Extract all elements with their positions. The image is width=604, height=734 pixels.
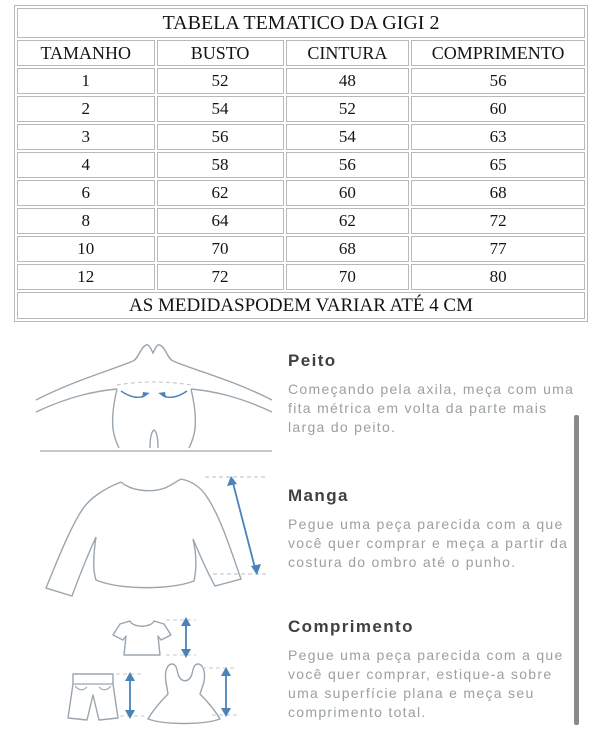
section-title: Manga [288,486,349,505]
column-header-tamanho: TAMANHO [17,40,155,66]
scrollbar-thumb[interactable] [574,415,579,725]
cell-cintura: 48 [286,68,410,94]
cell-cintura: 54 [286,124,410,150]
cell-cintura: 56 [286,152,410,178]
cell-size: 10 [17,236,155,262]
cell-cintura: 52 [286,96,410,122]
table-row [17,68,585,94]
column-header-comprimento: COMPRIMENTO [411,40,585,66]
cell-cintura: 60 [286,180,410,206]
cell-busto: 52 [157,68,284,94]
table-footnote-row [17,292,585,319]
section-peito [288,351,588,437]
section-title: Peito [288,351,337,370]
table-row [17,96,585,122]
cell-size: 4 [17,152,155,178]
cell-cintura: 62 [286,208,410,234]
table-row [17,208,585,234]
cell-busto: 70 [157,236,284,262]
sleeve-measure-icon [35,468,270,603]
table-row [17,236,585,262]
cell-comprimento: 72 [411,208,585,234]
cell-size: 1 [17,68,155,94]
cell-size: 8 [17,208,155,234]
garment-length-measure-icon [30,602,290,732]
cell-comprimento: 68 [411,180,585,206]
section-description: Pegue uma peça parecida com a que você quer comprar, estique-a sobre uma superfície plana e meça seu comprimento total. [288,647,564,720]
cell-comprimento: 80 [411,264,585,290]
cell-cintura: 70 [286,264,410,290]
section-comprimento [288,617,588,722]
cell-comprimento: 60 [411,96,585,122]
torso-chest-measure-icon [30,336,280,458]
cell-comprimento: 65 [411,152,585,178]
section-description: Começando pela axila, meça com uma fita métrica em volta da parte mais larga do peito. [288,381,575,435]
cell-size: 3 [17,124,155,150]
section-title: Comprimento [288,617,414,636]
column-header-cintura: CINTURA [286,40,410,66]
cell-busto: 72 [157,264,284,290]
table-row [17,180,585,206]
cell-cintura: 68 [286,236,410,262]
cell-size: 6 [17,180,155,206]
cell-size: 12 [17,264,155,290]
table-title-row [17,8,585,38]
cell-comprimento: 56 [411,68,585,94]
cell-size: 2 [17,96,155,122]
table-title: TABELA TEMATICO DA GIGI 2 [17,8,585,38]
cell-busto: 56 [157,124,284,150]
cell-busto: 54 [157,96,284,122]
table-header-row [17,40,585,66]
table-row [17,152,585,178]
cell-comprimento: 63 [411,124,585,150]
table-footnote: AS MEDIDASPODEM VARIAR ATÉ 4 CM [17,292,585,319]
section-manga [288,486,588,572]
section-description: Pegue uma peça parecida com a que você quer comprar e meça a partir da costura do ombro até o punho. [288,516,569,570]
cell-busto: 64 [157,208,284,234]
column-header-busto: BUSTO [157,40,284,66]
cell-busto: 62 [157,180,284,206]
cell-comprimento: 77 [411,236,585,262]
size-table [14,5,588,322]
cell-busto: 58 [157,152,284,178]
table-row [17,264,585,290]
table-row [17,124,585,150]
